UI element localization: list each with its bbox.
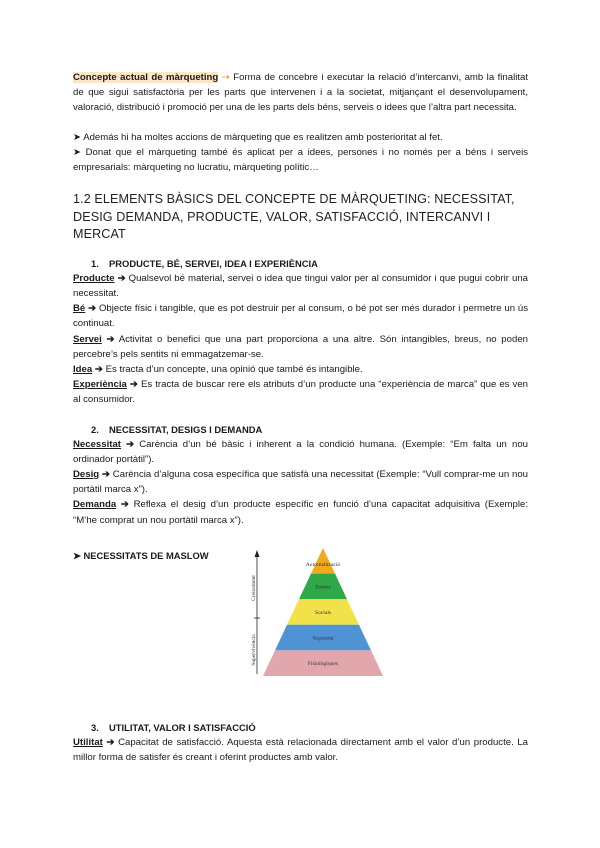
arrow-icon: ➔ [117, 272, 126, 284]
definition-term: Experiència [73, 379, 127, 391]
maslow-block [73, 546, 528, 698]
definition-term: Demanda [73, 499, 117, 511]
maslow-pyramid [251, 546, 386, 678]
definition-text: Objecte físic i tangible, que es pot destruir per al consum, o bé pot ser més durador i permetre un ús continuat. [73, 303, 528, 330]
axis-arrow-up-icon [255, 550, 260, 557]
definition-term: Desig [73, 468, 100, 480]
definition-term: Servei [73, 333, 102, 345]
bullet-text: Donat que el màrqueting també és aplicat per a idees, persones i no només per a béns i serveis empresarials: màrqueting no lucratiu, màrqueting polític… [73, 146, 528, 174]
maslow-label [73, 550, 209, 562]
definition-text: Carència d’alguna cosa específica que satisfà una necessitat (Exemple: “Vull comprar-me un nou portàtil marca x”). [73, 468, 528, 496]
bullet-item [73, 130, 528, 145]
definition-item [73, 735, 528, 765]
concept-text: Forma de concebre i executar la relació d’intercanvi, amb la finalitat de que sigui satisfactòria per les parts que intervenen i a la societat, mitjançant el desenvolupament, valoració, distribució i promoció per una de les parts dels béns, serveis o idees que l’altra part necessita. [73, 72, 529, 114]
arrow-icon: ➔ [126, 438, 135, 450]
definition-text: Qualsevol bé material, servei o idea que tingui valor per al consumidor i que pugui cobrir una necessitat. [73, 272, 528, 299]
document-page [73, 70, 528, 765]
pyramid-level-label: Estima [315, 584, 331, 591]
bullet-arrow-icon: ➤ [73, 131, 84, 143]
subsection-number: 2. [91, 423, 99, 435]
definition-term: Utilitat [73, 736, 103, 748]
bullet-text: Además hi ha moltes accions de màrqueting que es realitzen amb posterioritat al fet. [83, 131, 443, 143]
pyramid-level-label: Seguretat [312, 635, 334, 642]
subsection-title: UTILITAT, VALOR I SATISFACCIÓ [109, 721, 256, 733]
arrow-icon: ➔ [94, 363, 103, 375]
definition-term: Bé [73, 303, 86, 315]
definition-text: Es tracta de buscar rere els atributs d’un producte una “experiència de marca” que es ven al consumidor. [73, 379, 528, 406]
definition-term: Producte [73, 272, 115, 284]
maslow-label-text: NECESSITATS DE MASLOW [83, 549, 209, 561]
bullet-arrow-icon: ➤ [73, 549, 84, 561]
pyramid-level-label: Autorealització [305, 561, 341, 568]
arrow-icon: ➔ [106, 333, 115, 345]
definition-text: Es tracta d’un concepte, una opinió que també és intangible. [102, 363, 363, 375]
definition-item [73, 437, 528, 467]
definition-term: Necessitat [73, 438, 121, 450]
subsection-number: 1. [91, 257, 99, 269]
pyramid-level [311, 548, 335, 574]
definition-item [73, 362, 528, 377]
axis-label-top: Creixement [251, 574, 257, 601]
definition-text: Activitat o benefici que una part proporciona a una altre. Són intangibles, breus, no poden percebre’s pels sentits ni emmagatzemar-se. [73, 333, 528, 360]
definition-item [73, 332, 528, 362]
subsection-heading [73, 720, 528, 735]
bullet-arrow-icon: ➤ [73, 146, 86, 158]
arrow-icon: ➔ [106, 736, 115, 748]
definition-item [73, 271, 528, 301]
subsection-title: PRODUCTE, BÉ, SERVEI, IDEA I EXPERIÈNCIA [109, 257, 318, 269]
pyramid-level-label: Socials [314, 609, 332, 616]
arrow-icon: ➔ [88, 303, 97, 315]
definition-item [73, 377, 528, 407]
definition-text: Carència d’un bé bàsic i inherent a la condició humana. (Exemple: “Em falta un nou ordinador portàtil”). [73, 438, 528, 465]
subsection-title: NECESSITAT, DESIGS I DEMANDA [109, 423, 263, 435]
definition-item [73, 467, 528, 497]
subsection-heading [73, 422, 528, 437]
concept-label: Concepte actual de màrqueting [73, 72, 219, 83]
section-title: 1.2 ELEMENTS BÀSICS DEL CONCEPTE DE MÀRQUETING: NECESSITAT, DESIG DEMANDA, PRODUCTE, VALOR, SATISFACCIÓ, INTERCANVI I MERCAT [73, 192, 515, 242]
arrow-icon: ➔ [129, 379, 138, 391]
subsection-heading [73, 256, 528, 271]
axis-label-bottom: Supervivència [251, 634, 257, 666]
definition-item [73, 301, 528, 331]
subsection-number: 3. [91, 721, 99, 733]
definition-item [73, 497, 528, 527]
arrow-icon: ➝ [221, 72, 230, 83]
arrow-icon: ➔ [120, 499, 129, 511]
bullet-item [73, 145, 528, 175]
definition-term: Idea [73, 363, 93, 375]
definition-text: Reflexa el desig d’un producte específic en funció d’una capacitat adquisitiva (Exemple: “M’he comprat un nou portàtil marca x”). [73, 499, 528, 526]
arrow-icon: ➔ [101, 468, 110, 480]
definition-text: Capacitat de satisfacció. Aquesta està relacionada directament amb el valor d’un producte. La millor forma de satisfer és creant i oferint productes amb valor. [73, 736, 529, 763]
pyramid-level-label: Fisiològiques [307, 660, 339, 667]
concept-paragraph [73, 70, 528, 116]
